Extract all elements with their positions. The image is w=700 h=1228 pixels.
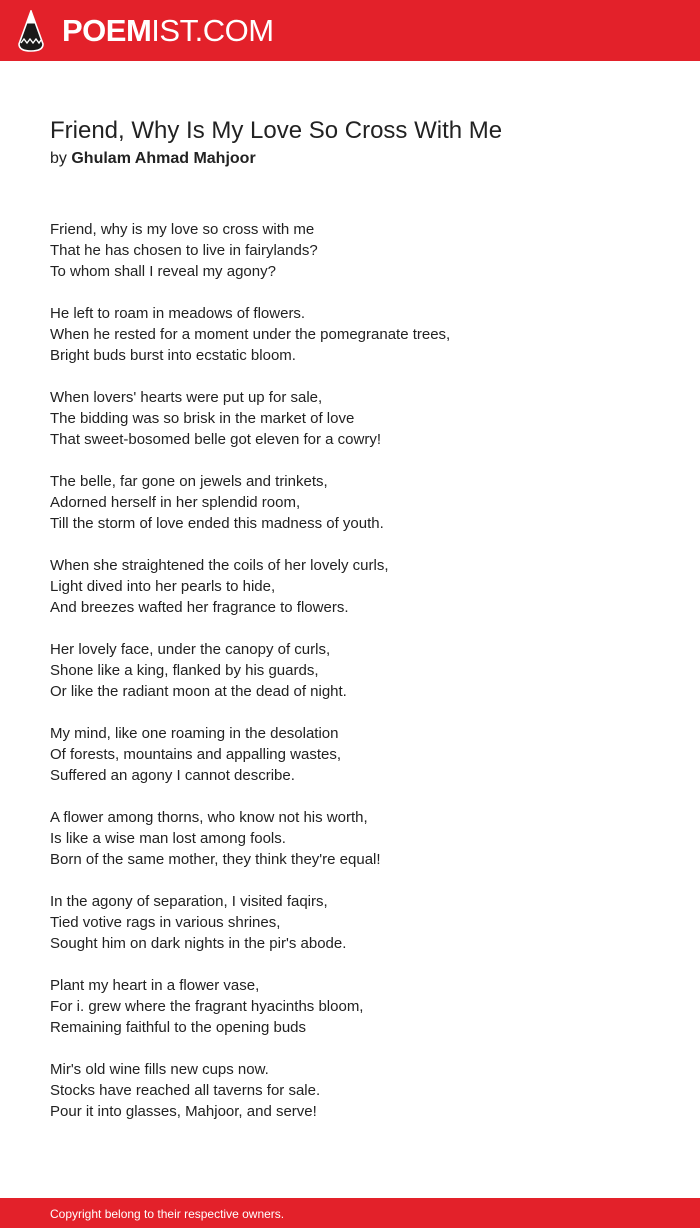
poem-line: The bidding was so brisk in the market of love: [50, 410, 355, 427]
poem-title: Friend, Why Is My Love So Cross With Me: [50, 117, 503, 144]
poem-line: Born of the same mother, they think they're equal!: [50, 851, 381, 868]
poem-line: My mind, like one roaming in the desolation: [50, 725, 339, 742]
byline: [50, 148, 256, 170]
poem-line: Stocks have reached all taverns for sale.: [50, 1082, 321, 1099]
poem-line: Or like the radiant moon at the dead of night.: [50, 683, 347, 700]
poem-line: Till the storm of love ended this madness of youth.: [50, 515, 384, 532]
poem-line: Bright buds burst into ecstatic bloom.: [50, 347, 296, 364]
poem-line: Shone like a king, flanked by his guards,: [50, 662, 319, 679]
poem-line: In the agony of separation, I visited faqirs,: [50, 893, 328, 910]
poem-line: Tied votive rags in various shrines,: [50, 914, 281, 931]
poem-stanza: [50, 303, 650, 366]
poem-line: Adorned herself in her splendid room,: [50, 494, 301, 511]
site-logo-text[interactable]: [62, 12, 274, 50]
poem-body: [50, 219, 650, 1143]
poem-line: Friend, why is my love so cross with me: [50, 221, 315, 238]
author-name: Ghulam Ahmad Mahjoor: [71, 150, 256, 167]
poem-stanza: [50, 639, 650, 702]
poem-line: When lovers' hearts were put up for sale,: [50, 389, 323, 406]
poem-line: When she straightened the coils of her lovely curls,: [50, 557, 389, 574]
poem-line: For i. grew where the fragrant hyacinths bloom,: [50, 998, 364, 1015]
poem-line: Sought him on dark nights in the pir's abode.: [50, 935, 347, 952]
poem-line: And breezes wafted her fragrance to flowers.: [50, 599, 349, 616]
poem-line: Her lovely face, under the canopy of curls,: [50, 641, 331, 658]
poem-line: Is like a wise man lost among fools.: [50, 830, 286, 847]
poem-line: Of forests, mountains and appalling wastes,: [50, 746, 341, 763]
poem-line: That he has chosen to live in fairylands?: [50, 242, 318, 259]
copyright-notice: Copyright belong to their respective owners.: [50, 1207, 285, 1221]
site-footer: [0, 1198, 700, 1228]
poem-line: Pour it into glasses, Mahjoor, and serve!: [50, 1103, 317, 1120]
poem-line: Plant my heart in a flower vase,: [50, 977, 260, 994]
poem-line: The belle, far gone on jewels and trinkets,: [50, 473, 328, 490]
poem-stanza: [50, 975, 650, 1038]
poem-stanza: [50, 555, 650, 618]
poem-stanza: [50, 1059, 650, 1122]
poem-line: To whom shall I reveal my agony?: [50, 263, 276, 280]
poem-line: Mir's old wine fills new cups now.: [50, 1061, 269, 1078]
brand-bold-text: POEM: [62, 13, 152, 48]
poem-stanza: [50, 807, 650, 870]
poem-line: He left to roam in meadows of flowers.: [50, 305, 306, 322]
poem-stanza: [50, 891, 650, 954]
poem-line: Remaining faithful to the opening buds: [50, 1019, 307, 1036]
poem-stanza: [50, 471, 650, 534]
brand-light-text: IST.COM: [151, 13, 274, 48]
poem-line: When he rested for a moment under the pomegranate trees,: [50, 326, 451, 343]
poem-line: That sweet-bosomed belle got eleven for a cowry!: [50, 431, 382, 448]
poem-stanza: [50, 723, 650, 786]
by-label: by: [50, 150, 67, 167]
pencil-tip-icon[interactable]: [18, 10, 44, 52]
poem-line: Light dived into her pearls to hide,: [50, 578, 276, 595]
site-header: [0, 0, 700, 61]
poem-stanza: [50, 219, 650, 282]
poem-stanza: [50, 387, 650, 450]
poem-line: Suffered an agony I cannot describe.: [50, 767, 295, 784]
poem-line: A flower among thorns, who know not his worth,: [50, 809, 368, 826]
